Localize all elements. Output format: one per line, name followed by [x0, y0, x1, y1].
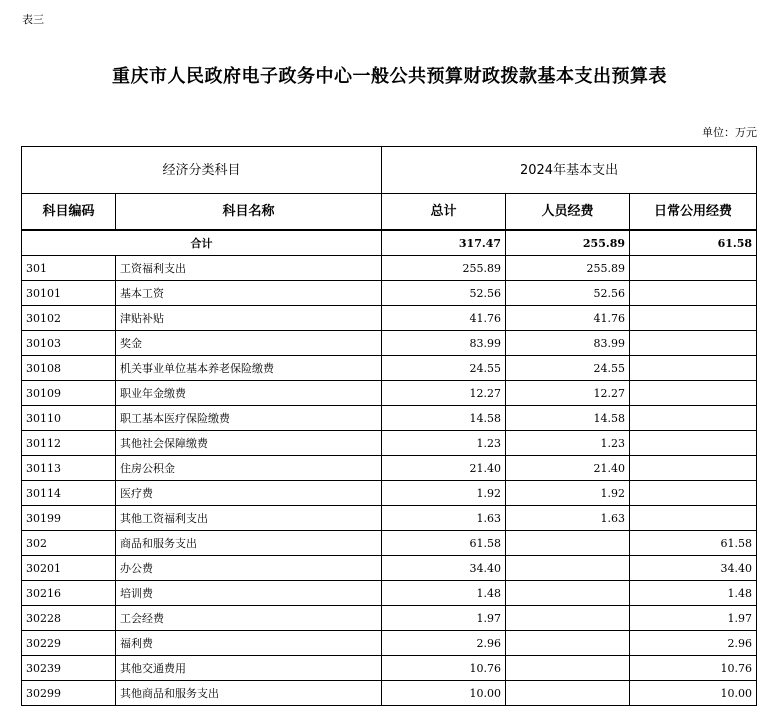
row-code: 30199 — [22, 506, 116, 531]
row-total: 41.76 — [382, 306, 506, 331]
table-row — [22, 506, 757, 531]
total-personnel: 255.89 — [506, 230, 630, 256]
row-name: 其他交通费用 — [116, 656, 382, 681]
row-name: 工会经费 — [116, 606, 382, 631]
row-personnel — [506, 556, 630, 581]
row-code: 30216 — [22, 581, 116, 606]
table-row — [22, 681, 757, 706]
table-row — [22, 631, 757, 656]
row-personnel — [506, 606, 630, 631]
table-row — [22, 481, 757, 506]
row-name: 职工基本医疗保险缴费 — [116, 406, 382, 431]
row-total: 1.63 — [382, 506, 506, 531]
row-total: 255.89 — [382, 256, 506, 281]
row-name: 商品和服务支出 — [116, 531, 382, 556]
table-row — [22, 331, 757, 356]
header-personnel: 人员经费 — [506, 194, 630, 231]
table-row — [22, 381, 757, 406]
row-code: 301 — [22, 256, 116, 281]
table-row — [22, 581, 757, 606]
table-row — [22, 256, 757, 281]
row-public — [630, 406, 757, 431]
row-public — [630, 456, 757, 481]
row-name: 医疗费 — [116, 481, 382, 506]
row-public — [630, 331, 757, 356]
row-personnel: 12.27 — [506, 381, 630, 406]
row-name: 办公费 — [116, 556, 382, 581]
total-row — [22, 230, 757, 256]
row-code: 30299 — [22, 681, 116, 706]
row-name: 培训费 — [116, 581, 382, 606]
header-year-group: 2024年基本支出 — [382, 147, 757, 194]
row-code: 30102 — [22, 306, 116, 331]
row-personnel — [506, 631, 630, 656]
row-total: 12.27 — [382, 381, 506, 406]
row-public — [630, 481, 757, 506]
row-code: 30108 — [22, 356, 116, 381]
header-name: 科目名称 — [116, 194, 382, 231]
row-total: 24.55 — [382, 356, 506, 381]
row-code: 30201 — [22, 556, 116, 581]
row-public — [630, 381, 757, 406]
row-personnel: 1.92 — [506, 481, 630, 506]
row-name: 工资福利支出 — [116, 256, 382, 281]
row-total: 1.23 — [382, 431, 506, 456]
row-personnel: 21.40 — [506, 456, 630, 481]
row-public — [630, 431, 757, 456]
row-code: 30103 — [22, 331, 116, 356]
table-row — [22, 656, 757, 681]
row-public — [630, 281, 757, 306]
page-title: 重庆市人民政府电子政务中心一般公共预算财政拨款基本支出预算表 — [112, 66, 667, 87]
row-code: 30101 — [22, 281, 116, 306]
row-name: 奖金 — [116, 331, 382, 356]
table-row — [22, 531, 757, 556]
row-public: 2.96 — [630, 631, 757, 656]
row-public — [630, 356, 757, 381]
row-total: 2.96 — [382, 631, 506, 656]
row-public: 1.97 — [630, 606, 757, 631]
row-name: 住房公积金 — [116, 456, 382, 481]
row-total: 1.48 — [382, 581, 506, 606]
row-personnel: 41.76 — [506, 306, 630, 331]
row-name: 津贴补贴 — [116, 306, 382, 331]
row-total: 14.58 — [382, 406, 506, 431]
table-row — [22, 406, 757, 431]
total-public: 61.58 — [630, 230, 757, 256]
row-code: 30228 — [22, 606, 116, 631]
header-group-row — [22, 147, 757, 194]
row-public — [630, 506, 757, 531]
row-total: 10.00 — [382, 681, 506, 706]
header-category-group: 经济分类科目 — [22, 147, 382, 194]
row-total: 10.76 — [382, 656, 506, 681]
row-name: 机关事业单位基本养老保险缴费 — [116, 356, 382, 381]
row-total: 61.58 — [382, 531, 506, 556]
row-personnel: 24.55 — [506, 356, 630, 381]
row-personnel: 52.56 — [506, 281, 630, 306]
row-personnel — [506, 531, 630, 556]
row-public — [630, 306, 757, 331]
table-number-label: 表三 — [22, 13, 44, 26]
table-row — [22, 606, 757, 631]
total-total: 317.47 — [382, 230, 506, 256]
row-personnel: 1.23 — [506, 431, 630, 456]
row-public: 10.76 — [630, 656, 757, 681]
row-total: 52.56 — [382, 281, 506, 306]
table-row — [22, 456, 757, 481]
table-row — [22, 356, 757, 381]
row-personnel — [506, 681, 630, 706]
row-code: 30229 — [22, 631, 116, 656]
row-public: 61.58 — [630, 531, 757, 556]
header-code: 科目编码 — [22, 194, 116, 231]
row-code: 30110 — [22, 406, 116, 431]
row-personnel: 83.99 — [506, 331, 630, 356]
total-label: 合计 — [22, 230, 382, 256]
row-code: 30114 — [22, 481, 116, 506]
budget-table — [21, 146, 757, 706]
row-total: 1.97 — [382, 606, 506, 631]
row-personnel: 1.63 — [506, 506, 630, 531]
row-code: 30239 — [22, 656, 116, 681]
table-row — [22, 281, 757, 306]
table-row — [22, 556, 757, 581]
header-column-row — [22, 194, 757, 231]
row-name: 职业年金缴费 — [116, 381, 382, 406]
row-code: 30109 — [22, 381, 116, 406]
row-public: 34.40 — [630, 556, 757, 581]
row-public: 1.48 — [630, 581, 757, 606]
row-name: 基本工资 — [116, 281, 382, 306]
row-personnel: 255.89 — [506, 256, 630, 281]
row-personnel — [506, 656, 630, 681]
row-name: 其他工资福利支出 — [116, 506, 382, 531]
row-total: 21.40 — [382, 456, 506, 481]
row-name: 其他商品和服务支出 — [116, 681, 382, 706]
row-total: 83.99 — [382, 331, 506, 356]
row-public — [630, 256, 757, 281]
row-public: 10.00 — [630, 681, 757, 706]
row-total: 34.40 — [382, 556, 506, 581]
header-public: 日常公用经费 — [630, 194, 757, 231]
unit-label: 单位：万元 — [702, 126, 757, 139]
row-total: 1.92 — [382, 481, 506, 506]
row-code: 30113 — [22, 456, 116, 481]
row-code: 30112 — [22, 431, 116, 456]
table-row — [22, 431, 757, 456]
row-name: 福利费 — [116, 631, 382, 656]
row-personnel — [506, 581, 630, 606]
row-name: 其他社会保障缴费 — [116, 431, 382, 456]
table-row — [22, 306, 757, 331]
row-code: 302 — [22, 531, 116, 556]
row-personnel: 14.58 — [506, 406, 630, 431]
header-total: 总计 — [382, 194, 506, 231]
